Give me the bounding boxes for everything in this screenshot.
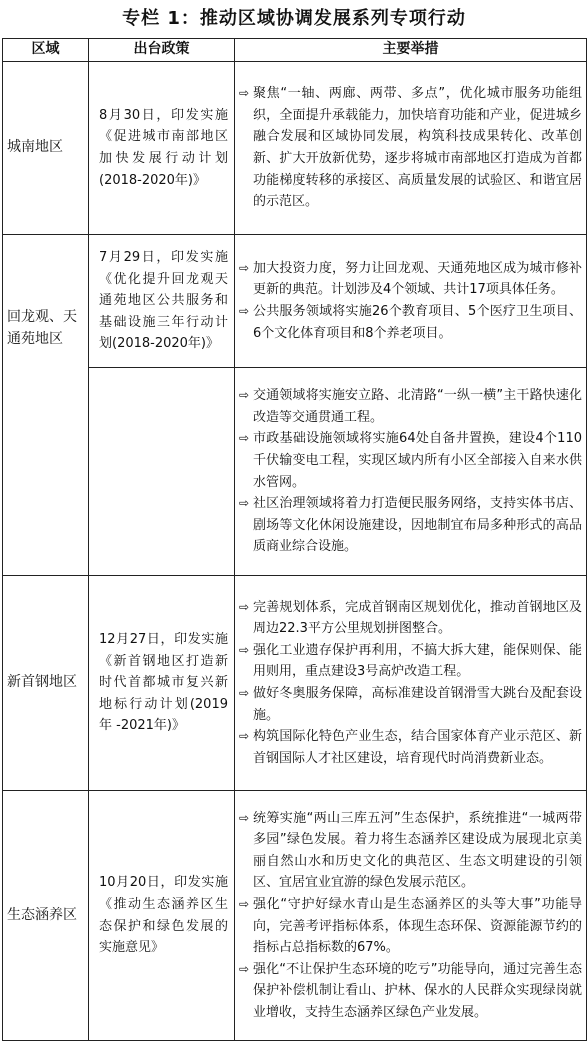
measure-text: 强化“不让保护生态环境的吃亏”功能导向，通过完善生态保护补偿机制让看山、护林、保水的人民群众实现绿岗就业增收，支持生态涵养区绿色产业发展。: [253, 961, 582, 1020]
measure-item: [239, 385, 582, 428]
policy-cell: 7月29日，印发实施《优化提升回龙观天通苑地区公共服务和基础设施三年行动计划(2018-2020年)》: [89, 235, 235, 368]
measure-item: [239, 894, 582, 959]
table-row: [3, 368, 587, 576]
measure-item: [239, 493, 582, 558]
table-row: [3, 62, 587, 235]
right-arrow-box-icon: ⇨: [239, 599, 250, 614]
measure-item: [239, 640, 582, 683]
right-arrow-box-icon: ⇨: [239, 729, 250, 744]
table-row: [3, 576, 587, 791]
region-cell: 城南地区: [3, 62, 89, 235]
region-cell: 生态涵养区: [3, 791, 89, 1041]
measure-text: 构筑国际化特色产业生态，结合国家体育产业示范区、新首钢国际人才社区建设，培育现代时尚消费新业态。: [253, 729, 582, 766]
header-measures: 主要举措: [235, 39, 587, 62]
measure-text: 社区治理领域将着力打造便民服务网络，支持实体书店、剧场等文化休闲设施建设，因地制宜布局多种形式的高品质商业综合设施。: [253, 496, 582, 555]
header-policy: 出台政策: [89, 39, 235, 62]
region-cell: 新首钢地区: [3, 576, 89, 791]
right-arrow-box-icon: ⇨: [239, 86, 250, 101]
policy-cell-empty: [89, 368, 235, 576]
measure-text: 加大投资力度，努力让回龙观、天通苑地区成为城市修补更新的典范。计划涉及4个领域、共计17项具体任务。: [253, 260, 582, 298]
measure-item: [239, 83, 582, 213]
header-region: 区域: [3, 39, 89, 62]
right-arrow-box-icon: ⇨: [239, 260, 250, 275]
measures-cell: [235, 368, 587, 576]
policy-table: [2, 38, 587, 1041]
measure-item: [239, 258, 582, 301]
table-row: [3, 235, 587, 368]
right-arrow-box-icon: ⇨: [239, 686, 250, 700]
measure-item: [239, 428, 582, 493]
measures-cell: [235, 576, 587, 791]
measure-text: 交通领域将实施安立路、北清路“一纵一横”主干路快速化改造等交通贯通工程。: [253, 388, 582, 425]
table-header-row: [3, 39, 587, 62]
right-arrow-box-icon: ⇨: [239, 810, 250, 825]
right-arrow-box-icon: ⇨: [239, 961, 250, 976]
column-title: 专栏 1：推动区域协调发展系列专项行动: [122, 8, 466, 29]
measure-text: 市政基础设施领域将实施64处自备井置换，建设4个110千伏输变电工程，实现区域内所有小区全部接入自来水供水管网。: [253, 431, 582, 490]
measures-cell: [235, 235, 587, 368]
right-arrow-box-icon: ⇨: [239, 896, 250, 911]
measure-text: 做好冬奥服务保障，高标准建设首钢滑雪大跳台及配套设施。: [253, 686, 582, 723]
right-arrow-box-icon: ⇨: [239, 388, 250, 403]
measure-item: [239, 683, 582, 726]
right-arrow-box-icon: ⇨: [239, 496, 250, 511]
measure-item: [239, 301, 582, 344]
table-row: [3, 791, 587, 1041]
right-arrow-box-icon: ⇨: [239, 304, 250, 318]
measure-text: 强化工业遗存保护再利用，不搞大拆大建，能保则保、能用则用，重点建设3号高炉改造工程。: [253, 642, 582, 680]
measure-text: 聚焦“一轴、两廊、两带、多点”，优化城市服务功能组织，全面提升承载能力，加快培育功能和产业，促进城乡融合发展和区域协同发展，构筑科技成果转化、改革创新、扩大开放新优势，逐步将城市南部地区打造成为首都功能梯度转移的承接区、高质量发展的试验区、和谐宜居的示范区。: [253, 86, 582, 210]
measure-item: [239, 597, 582, 640]
policy-cell: 10月20日，印发实施《推动生态涵养区生态保护和绿色发展的实施意见》: [89, 791, 235, 1041]
measures-cell: [235, 791, 587, 1041]
measures-cell: [235, 62, 587, 235]
measure-item: [239, 726, 582, 769]
right-arrow-box-icon: ⇨: [239, 431, 250, 446]
measure-item: [239, 959, 582, 1024]
measure-text: 公共服务领域将实施26个教育项目、5个医疗卫生项目、6个文化体育项目和8个养老项目。: [253, 304, 582, 341]
measure-text: 完善规划体系，完成首钢南区规划优化，推动首钢地区及周边22.3平方公里规划拼图整合。: [253, 599, 582, 637]
policy-cell: 8月30日，印发实施《促进城市南部地区加快发展行动计划(2018-2020年)》: [89, 62, 235, 235]
right-arrow-box-icon: ⇨: [239, 642, 250, 657]
region-cell: 回龙观、天通苑地区: [3, 235, 89, 576]
policy-cell: 12月27日，印发实施《新首钢地区打造新时代首都城市复兴新地标行动计划(2019 年 -2021年)》: [89, 576, 235, 791]
measure-text: 统筹实施“两山三库五河”生态保护，系统推进“一城两带多园”绿色发展。着力将生态涵养区建设成为展现北京美丽自然山水和历史文化的典范区、生态文明建设的引领区、宜居宜业宜游的绿色发展示范区。: [253, 810, 582, 891]
measure-item: [239, 808, 582, 894]
measure-text: 强化“守护好绿水青山是生态涵养区的头等大事”功能导向，完善考评指标体系，体现生态环保、资源能源节约的指标占总指标数的67%。: [253, 896, 582, 956]
